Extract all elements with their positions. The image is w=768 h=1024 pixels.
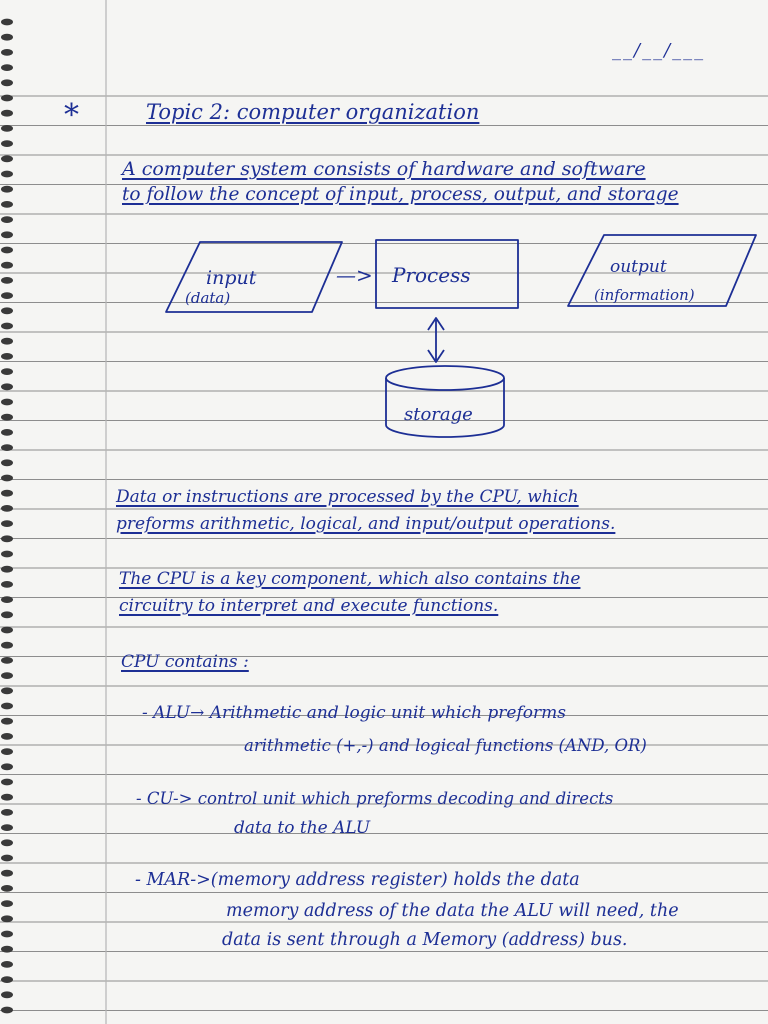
paragraph2-line-1: The CPU is a key component, which also contains the bbox=[119, 569, 581, 589]
date-placeholder: __/__/___ bbox=[612, 40, 706, 61]
storage-cylinder-top bbox=[386, 366, 504, 390]
output-sublabel: (information) bbox=[594, 286, 695, 304]
page-title: Topic 2: computer organization bbox=[146, 100, 480, 124]
paragraph2-line-2: circuitry to interpret and execute functions. bbox=[119, 596, 499, 616]
intro-line-1: A computer system consists of hardware and software bbox=[122, 158, 646, 180]
alu-line-1: - ALU→ Arithmetic and logic unit which preforms bbox=[142, 703, 566, 723]
process-label: Process bbox=[392, 263, 471, 287]
cu-line-2: data to the ALU bbox=[234, 818, 371, 838]
paragraph1-line-1: Data or instructions are processed by the CPU, which bbox=[116, 487, 579, 507]
alu-line-2: arithmetic (+,-) and logical functions (AND, OR) bbox=[244, 736, 647, 755]
mar-line-3: data is sent through a Memory (address) bus. bbox=[222, 930, 628, 950]
intro-line-2: to follow the concept of input, process, output, and storage bbox=[122, 184, 679, 205]
input-to-process-arrow: —> bbox=[336, 263, 373, 287]
input-sublabel: (data) bbox=[185, 289, 231, 307]
mar-line-2: memory address of the data the ALU will need, the bbox=[226, 901, 679, 921]
star-bullet: * bbox=[64, 98, 79, 133]
cu-line-1: - CU-> control unit which preforms decoding and directs bbox=[136, 789, 614, 808]
mar-line-1: - MAR->(memory address register) holds the data bbox=[135, 870, 580, 890]
paragraph1-line-2: preforms arithmetic, logical, and input/output operations. bbox=[116, 514, 616, 534]
storage-label: storage bbox=[404, 404, 473, 425]
input-label: input bbox=[206, 267, 257, 289]
cpu-contains-heading: CPU contains : bbox=[121, 652, 249, 672]
output-label: output bbox=[610, 257, 667, 277]
